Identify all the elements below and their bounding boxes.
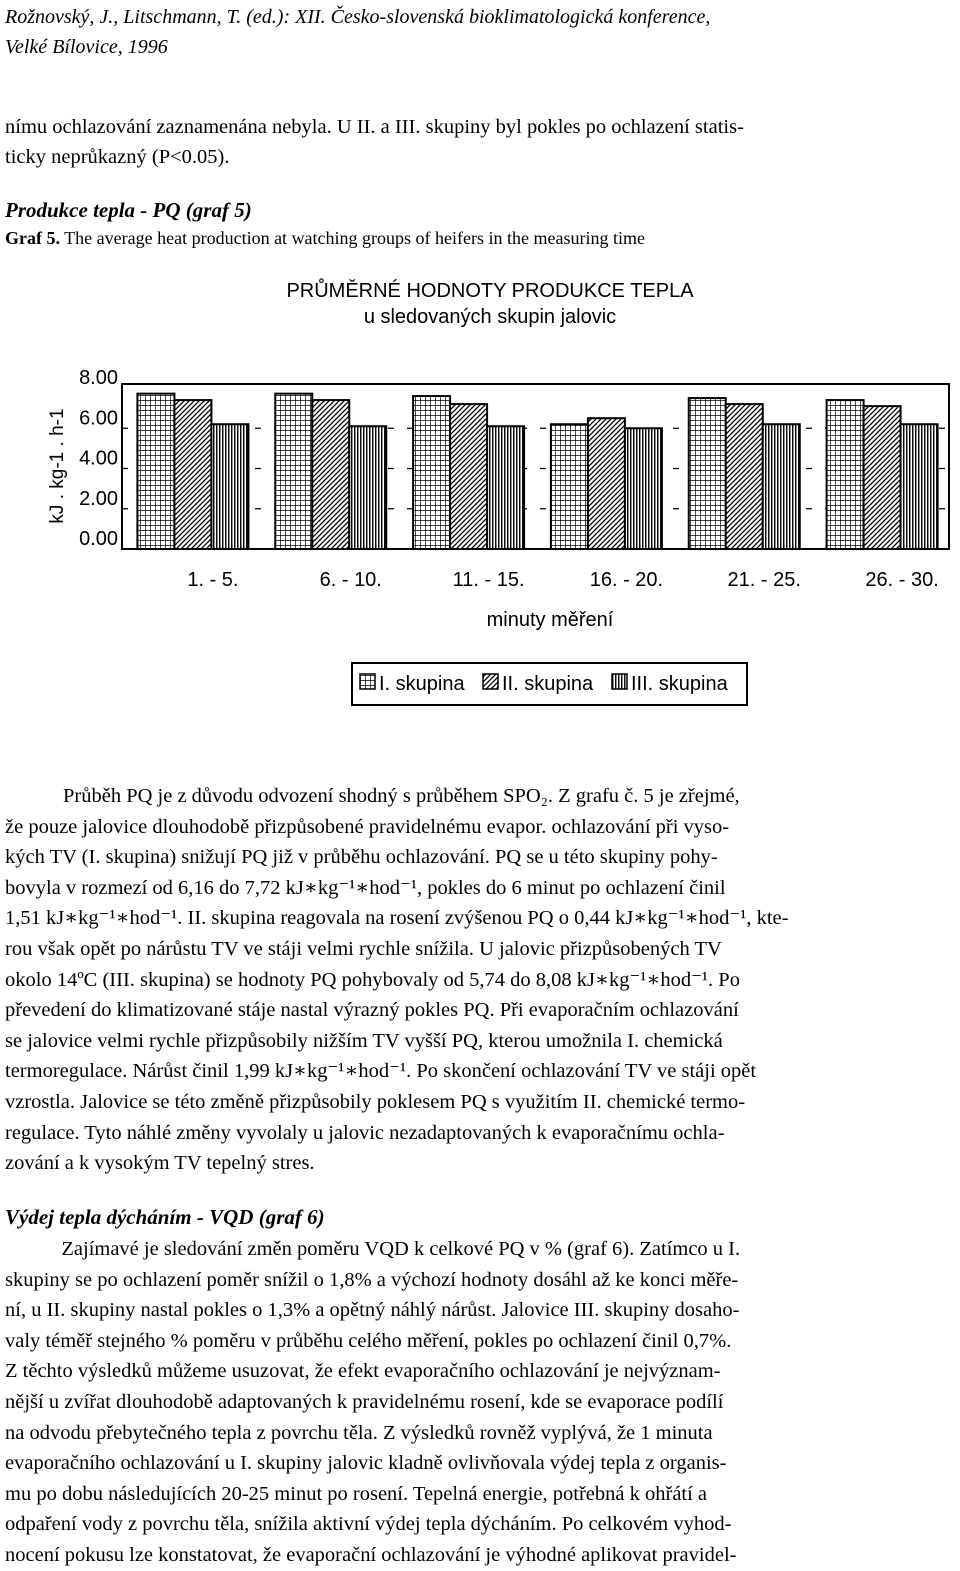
paragraph-vqd xyxy=(5,1234,937,1571)
intro-line-1: nímu ochlazování zaznamenána nebyla. U II. a III. skupiny byl pokles po ochlazení statis- xyxy=(5,116,744,138)
paragraph-pq-line: bovyla v rozmezí od 6,16 do 7,72 kJ∗kg⁻¹∗hod⁻¹, pokles do 6 minut po ochlazení činil xyxy=(5,876,726,899)
header-line-1: Rožnovský, J., Litschmann, T. (ed.): XII. Česko-slovenská bioklimatologická konference, xyxy=(5,6,711,28)
paragraph-vqd-line: odpaření vody z povrchu těla, snížila aktivní výdej tepla dýcháním. Po celkovém vyhod- xyxy=(5,1513,732,1536)
paragraph-pq-line: vzrostla. Jalovice se této změně přizpůsobily poklesem PQ s využitím II. chemické termo- xyxy=(5,1090,746,1113)
paragraph-vqd-line: mu po dobu následujících 20-25 minut po rosení. Tepelná energie, potřebná k ohřátí a xyxy=(5,1482,708,1505)
section-title-vqd: Výdej tepla dýcháním - VQD (graf 6) xyxy=(5,1205,325,1229)
paragraph-vqd-line: nější u zvířat dlouhodobě adaptovaných k pravidelnému rosení, kde se evaporace podílí xyxy=(5,1390,724,1413)
chart-title: PRŮMĚRNÉ HODNOTY PRODUKCE TEPLA xyxy=(286,280,694,302)
x-tick-label: 21. - 25. xyxy=(727,569,801,591)
figure-caption-text: The average heat production at watching groups of heifers in the measuring time xyxy=(64,228,645,248)
legend-label-group-3: III. skupina xyxy=(631,673,728,695)
bar-group-3 xyxy=(349,426,386,549)
paragraph-pq xyxy=(5,781,937,1179)
figure-label: Graf 5. xyxy=(5,228,60,248)
y-tick-labels xyxy=(79,367,118,550)
bar-group-2 xyxy=(450,404,487,549)
bar-group-1 xyxy=(413,396,450,549)
bar-group-3 xyxy=(625,428,662,549)
paragraph-vqd-line: na odvodu přebytečného tepla z povrchu těla. Z výsledků rovněž vyplývá, že 1 minuta xyxy=(5,1421,713,1444)
paragraph-pq-line: okolo 14ºC (III. skupina) se hodnoty PQ pohybovaly od 5,74 do 8,08 kJ∗kg⁻¹∗hod⁻¹. Po xyxy=(5,968,740,991)
paragraph-pq-line: termoregulace. Nárůst činil 1,99 kJ∗kg⁻¹∗hod⁻¹. Po skončení ochlazování TV ve stáji opět xyxy=(5,1060,757,1083)
x-tick-label: 11. - 15. xyxy=(452,569,525,591)
intro-line-2: ticky neprůkazný (P<0.05). xyxy=(5,146,230,168)
x-tick-labels xyxy=(187,569,938,591)
y-tick-label: 2.00 xyxy=(79,487,118,510)
paragraph-pq-line: převedení do klimatizované stáje nastal výrazný pokles PQ. Při evaporačním ochlazování xyxy=(5,999,739,1022)
paragraph-vqd-line: Zajímavé je sledování změn poměru VQD k celkové PQ v % (graf 6). Zatímco u I. xyxy=(5,1238,741,1260)
bars xyxy=(137,394,937,549)
bar-group-2 xyxy=(312,400,349,549)
bar-group-1 xyxy=(689,398,726,549)
legend-swatch-group-2 xyxy=(483,674,498,689)
paragraph-pq-line: se jalovice velmi rychle přizpůsobily nižším TV vyšší PQ, kterou umožnila I. chemická xyxy=(5,1029,723,1052)
intro-paragraph xyxy=(5,112,937,172)
figure-caption xyxy=(5,228,645,249)
paragraph-vqd-line: evaporačního ochlazování u I. skupiny jalovic kladně ovlivňovala výdej tepla z organis- xyxy=(5,1452,727,1475)
paragraph-pq-line: regulace. Tyto náhlé změny vyvolaly u jalovic nezadaptovaných k evaporačnímu ochla- xyxy=(5,1121,725,1144)
heat-production-chart xyxy=(0,270,960,710)
paragraph-pq-line: kých TV (I. skupina) snižují PQ již v průběhu ochlazování. PQ se u této skupiny pohy- xyxy=(5,846,718,869)
y-axis-label: kJ . kg-1 . h-1 xyxy=(47,408,69,524)
paragraph-vqd-line: Z těchto výsledků můžeme usuzovat, že efekt evaporačního ochlazování je nejvýznam- xyxy=(5,1360,721,1383)
bar-group-1 xyxy=(275,394,312,549)
paragraph-pq-line: Průběh PQ je z důvodu odvození shodný s průběhem SPO₂. Z grafu č. 5 je zřejmé, xyxy=(63,785,740,807)
bar-group-2 xyxy=(174,400,211,549)
bar-group-3 xyxy=(763,424,800,549)
paragraph-vqd-line: skupiny se po ochlazení poměr snížil o 1,8% a výchozí hodnoty dosáhl až ke konci měře- xyxy=(5,1268,739,1291)
paragraph-vqd-line: nocení pokusu lze konstatovat, že evaporační ochlazování je výhodné aplikovat pravidel- xyxy=(5,1543,737,1566)
y-tick-label: 0.00 xyxy=(79,528,118,550)
legend xyxy=(352,663,747,705)
paragraph-pq-line: že pouze jalovice dlouhodobě přizpůsobené pravidelnému evapor. ochlazování při vyso- xyxy=(5,815,730,838)
bar-group-3 xyxy=(901,424,938,549)
x-axis-label: minuty měření xyxy=(486,609,614,631)
y-tick-label: 4.00 xyxy=(79,447,118,470)
paragraph-vqd-line: ní, u II. skupiny nastal pokles o 1,3% a opětný náhlý nárůst. Jalovice III. skupiny dosaho- xyxy=(5,1299,740,1322)
bar-group-3 xyxy=(487,426,524,549)
bar-group-2 xyxy=(588,418,625,549)
paragraph-pq-line: zování a k vysokým TV tepelný stres. xyxy=(5,1152,315,1175)
legend-label-group-2: II. skupina xyxy=(502,673,594,695)
section-title-pq: Produkce tepla - PQ (graf 5) xyxy=(5,198,252,222)
y-tick-label: 8.00 xyxy=(79,367,118,389)
bar-group-2 xyxy=(864,406,901,549)
y-tick-label: 6.00 xyxy=(79,407,118,430)
x-tick-label: 6. - 10. xyxy=(319,569,382,591)
legend-label-group-1: I. skupina xyxy=(379,673,465,695)
running-header xyxy=(5,2,710,62)
bar-group-1 xyxy=(551,424,588,549)
paragraph-pq-line: 1,51 kJ∗kg⁻¹∗hod⁻¹. II. skupina reagovala na rosení zvýšenou PQ o 0,44 kJ∗kg⁻¹∗hod⁻¹, kte- xyxy=(5,907,789,930)
bar-group-3 xyxy=(211,424,248,549)
bar-group-2 xyxy=(726,404,763,549)
x-tick-label: 1. - 5. xyxy=(187,569,239,591)
bar-group-1 xyxy=(137,394,174,549)
paragraph-pq-line: rou však opět po nárůstu TV ve stáji velmi rychle snížila. U jalovic přizpůsobených TV xyxy=(5,937,722,960)
x-tick-label: 26. - 30. xyxy=(865,569,939,591)
bar-group-1 xyxy=(827,400,864,549)
legend-swatch-group-3 xyxy=(612,674,627,689)
paragraph-vqd-line: valy téměř stejného % poměru v průběhu celého měření, pokles po ochlazení činil 0,7%. xyxy=(5,1329,732,1352)
header-line-2: Velké Bílovice, 1996 xyxy=(5,36,168,58)
legend-swatch-group-1 xyxy=(360,674,375,689)
chart-subtitle: u sledovaných skupin jalovic xyxy=(363,306,617,328)
x-tick-label: 16. - 20. xyxy=(589,569,664,591)
